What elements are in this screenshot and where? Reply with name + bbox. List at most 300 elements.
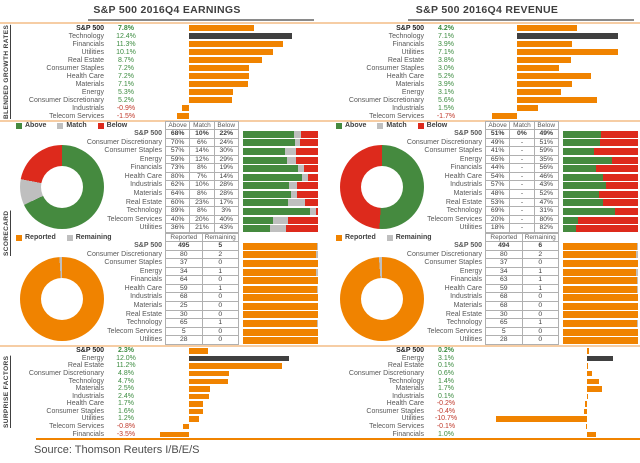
table-cell: 19% (215, 164, 239, 173)
table-cell: 59 (486, 285, 523, 294)
stacked-bar (563, 277, 638, 284)
sector-label: Health Care (124, 284, 162, 292)
chart-row (332, 72, 638, 80)
earnings-growth-chart (12, 24, 318, 120)
table-row (72, 251, 318, 260)
sector-label: Materials (453, 190, 482, 198)
table-cell: - (510, 147, 534, 156)
sector-label: Financials (72, 430, 104, 438)
chart-row (12, 72, 318, 80)
legend-swatch-icon (57, 123, 63, 129)
table-header-row (72, 233, 318, 242)
table-header-row (72, 121, 318, 130)
table-cell: 37 (166, 259, 203, 268)
bar-track (154, 415, 318, 423)
value-label: 7.1% (118, 80, 134, 88)
bar-track (154, 370, 318, 378)
chart-row (332, 24, 638, 32)
bar-track (154, 48, 318, 56)
stack-segment (243, 303, 318, 310)
chart-row (332, 40, 638, 48)
table-row (392, 173, 638, 182)
stacked-bar (563, 148, 638, 155)
stack-segment (243, 182, 290, 189)
row-cells (165, 173, 239, 182)
value-bar (492, 113, 516, 119)
table-cell: 0 (203, 311, 240, 320)
table-cell: 59% (166, 156, 190, 165)
stack-segment (615, 208, 638, 215)
table-cell: 51% (486, 130, 510, 139)
column-header: Reported (166, 233, 203, 242)
table-row (392, 130, 638, 139)
chart-row (12, 430, 318, 438)
chart-row (12, 32, 318, 40)
table-cell: 64% (166, 190, 190, 199)
value-label: 11.3% (116, 40, 136, 48)
table-cell: - (510, 173, 534, 182)
sector-label: Technology (388, 32, 424, 40)
sector-label: Real Estate (67, 56, 104, 64)
legend-label: Match (66, 122, 87, 129)
stack-segment (576, 225, 638, 232)
table-cell: 1 (203, 285, 240, 294)
sector-label: Real Estate (387, 362, 424, 370)
stack-segment (243, 286, 317, 293)
revenue-title: S&P 500 2016Q4 REVENUE (415, 4, 559, 16)
table-cell: 0 (523, 336, 560, 345)
stacked-bar (563, 139, 638, 146)
table-cell: 68 (486, 302, 523, 311)
table-row (72, 181, 318, 190)
sector-label: Utilities (401, 415, 424, 423)
sector-label: Telecom Services (369, 112, 424, 120)
value-label: -0.4% (436, 407, 456, 415)
stack-segment (301, 131, 318, 138)
sector-label: Energy (139, 155, 162, 163)
stacked-bar (563, 225, 638, 232)
table-cell: 59 (166, 285, 203, 294)
sector-label: Energy (401, 88, 424, 96)
value-bar (496, 416, 587, 422)
stack-segment (300, 139, 318, 146)
sector-label: Real Estate (445, 198, 482, 206)
value-bar (189, 409, 202, 415)
stacked-bar (563, 269, 638, 276)
table-cell: 12% (190, 156, 214, 165)
value-label: 3.0% (438, 64, 454, 72)
bar-track (563, 259, 638, 268)
bar-track (563, 319, 638, 328)
row-cells (165, 147, 239, 156)
sector-label: Industrials (450, 293, 482, 301)
stack-segment (243, 337, 318, 344)
value-bar (517, 105, 538, 111)
table-cell: 68 (166, 293, 203, 302)
legend-label: Reported (345, 234, 376, 241)
stack-segment (563, 217, 578, 224)
chart-row (12, 385, 318, 393)
sector-label: Utilities (459, 224, 482, 232)
table-row (72, 190, 318, 199)
value-label: -0.1% (436, 423, 456, 431)
chart-row (332, 80, 638, 88)
table-row (72, 173, 318, 182)
value-label: 4.7% (118, 377, 134, 385)
stacked-bar (563, 286, 638, 293)
bar-track (563, 328, 638, 337)
chart-row (332, 377, 638, 385)
table-cell: 14% (215, 173, 239, 182)
value-label: 7.1% (438, 48, 454, 56)
score-grid (72, 121, 318, 233)
stack-segment (317, 286, 318, 293)
sector-label: Energy (81, 354, 104, 362)
bar-track (154, 355, 318, 363)
chart-row (332, 408, 638, 416)
bar-track (563, 216, 638, 225)
score-grid (392, 121, 638, 233)
value-bar (587, 386, 601, 392)
value-label: 0.1% (438, 392, 454, 400)
stacked-bar (243, 311, 318, 318)
bar-track (243, 285, 318, 294)
stacked-bar (243, 165, 318, 172)
sector-label: Financials (130, 276, 162, 284)
value-bar (587, 432, 595, 438)
value-label: 3.8% (438, 56, 454, 64)
table-row (392, 207, 638, 216)
value-label: 7.8% (118, 24, 134, 32)
revenue-growth-chart (332, 24, 638, 120)
value-label: 5.6% (438, 96, 454, 104)
sector-label: S&P 500 (134, 130, 162, 137)
table-cell: 0 (523, 328, 560, 337)
value-bar (189, 65, 249, 71)
table-cell: 23% (190, 199, 214, 208)
bar-track (563, 181, 638, 190)
bar-track (243, 259, 318, 268)
stack-segment (243, 139, 296, 146)
stack-segment (563, 303, 638, 310)
table-cell: 0 (203, 336, 240, 345)
earnings-scorecard-reported-remaining (12, 233, 318, 345)
sector-label: Consumer Discretionary (86, 138, 162, 146)
chart-row (332, 415, 638, 423)
revenue-scorecard-reported-remaining (332, 233, 638, 345)
table-cell: 60% (166, 199, 190, 208)
value-label: 4.2% (438, 24, 454, 32)
chart-row (332, 88, 638, 96)
score-grid (392, 233, 638, 345)
value-label: 5.2% (118, 96, 134, 104)
row-cells (485, 190, 559, 199)
table-cell: 37 (486, 259, 523, 268)
bar-track (563, 285, 638, 294)
legend-item (16, 122, 46, 129)
stack-segment (563, 329, 638, 336)
table-cell: 2 (523, 251, 560, 260)
revenue-scorecard-above-match-below (332, 121, 638, 233)
legend-label: Above (25, 122, 47, 129)
table-cell: 18% (486, 224, 510, 233)
row-cells (485, 164, 559, 173)
stacked-bar (563, 320, 638, 327)
sector-label: Utilities (139, 336, 162, 344)
table-cell: 35% (535, 156, 559, 165)
sector-label: Industrials (130, 181, 162, 189)
sector-label: Consumer Discretionary (348, 96, 424, 104)
value-bar (517, 89, 561, 95)
bar-track (243, 130, 318, 139)
sector-label: Telecom Services (107, 215, 162, 223)
stack-segment (563, 311, 638, 318)
sector-label: Consumer Staples (366, 64, 424, 72)
table-cell: 0% (510, 130, 534, 139)
sector-label: Materials (133, 302, 162, 310)
value-label: 7.2% (118, 64, 134, 72)
stacked-bar (563, 182, 638, 189)
value-bar (189, 401, 203, 407)
table-cell: - (510, 156, 534, 165)
spacer (72, 233, 165, 242)
bar-track (154, 64, 318, 72)
bar-track (474, 48, 638, 56)
value-label: 12.4% (116, 32, 136, 40)
value-bar (517, 65, 560, 71)
bar-track (563, 130, 638, 139)
value-bar (189, 89, 233, 95)
row-cells (165, 336, 239, 345)
chart-row (332, 423, 638, 431)
bar-track (154, 347, 318, 355)
value-bar (517, 81, 573, 87)
table-cell: 10% (190, 181, 214, 190)
table-cell: 28 (166, 336, 203, 345)
bar-track (563, 251, 638, 260)
table-cell: 57% (166, 147, 190, 156)
table-row (392, 285, 638, 294)
table-row (72, 216, 318, 225)
table-cell: 56% (535, 164, 559, 173)
row-cells (165, 302, 239, 311)
bar-track (243, 164, 318, 173)
row-cells (485, 147, 559, 156)
table-cell: 28% (215, 190, 239, 199)
column-header: Above (486, 121, 510, 130)
value-bar (587, 379, 599, 385)
bar-track (563, 164, 638, 173)
table-row (392, 181, 638, 190)
table-cell: 1 (203, 268, 240, 277)
stack-segment (296, 148, 318, 155)
table-cell: - (510, 190, 534, 199)
row-cells (165, 285, 239, 294)
row-cells (485, 328, 559, 337)
stack-segment (304, 165, 318, 172)
table-cell: 52% (535, 190, 559, 199)
table-row (72, 207, 318, 216)
column-header: Match (510, 121, 534, 130)
table-cell: 36% (166, 224, 190, 233)
value-label: 12.0% (116, 354, 136, 362)
table-row (72, 147, 318, 156)
bar-track (563, 207, 638, 216)
section-label-surprise: SURPRISE FACTORS (3, 355, 10, 429)
sector-label: Consumer Staples (424, 259, 482, 267)
sector-label: Consumer Discretionary (406, 250, 482, 258)
sector-label: Financials (130, 164, 162, 172)
sector-label: Health Care (66, 72, 104, 80)
value-label: 8.7% (118, 56, 134, 64)
bar-track (243, 328, 318, 337)
stacked-bar (243, 243, 318, 250)
sector-label: Financials (392, 430, 424, 438)
table-cell: 41% (486, 147, 510, 156)
table-row (72, 285, 318, 294)
sector-label: Financials (72, 40, 104, 48)
earnings-scorecard-above-match-below (12, 121, 318, 233)
table-cell: 49% (535, 130, 559, 139)
value-bar (189, 33, 292, 39)
table-row (392, 328, 638, 337)
bar-track (243, 173, 318, 182)
table-cell: 69% (486, 207, 510, 216)
column-header: Below (535, 121, 559, 130)
table-cell: 0 (203, 293, 240, 302)
stack-segment (563, 286, 637, 293)
table-row (392, 139, 638, 148)
sector-label: Energy (459, 155, 482, 163)
bar-track (474, 104, 638, 112)
sector-label: Consumer Discretionary (28, 370, 104, 378)
table-cell: - (510, 164, 534, 173)
sector-label: Industrials (72, 392, 104, 400)
stacked-bar (243, 208, 318, 215)
chart-row (332, 362, 638, 370)
sector-label: Consumer Staples (424, 147, 482, 155)
bar-track (563, 190, 638, 199)
sector-label: S&P 500 (134, 242, 162, 249)
value-bar (517, 41, 573, 47)
stack-segment (243, 165, 298, 172)
row-cells (165, 130, 239, 139)
table-cell: 495 (166, 242, 203, 251)
stack-segment (243, 320, 317, 327)
table-cell: 70% (166, 139, 190, 148)
value-label: 2.3% (118, 347, 134, 355)
stack-segment (563, 131, 601, 138)
value-label: 11.2% (116, 362, 136, 370)
stacked-bar (243, 294, 318, 301)
row-cells (485, 302, 559, 311)
table-cell: - (510, 139, 534, 148)
sector-label: Materials (133, 190, 162, 198)
legend-label: Below (106, 122, 128, 129)
row-cells (165, 311, 239, 320)
stacked-bar (563, 131, 638, 138)
chart-row (332, 104, 638, 112)
stacked-bar (563, 260, 638, 267)
sector-label: Consumer Staples (366, 407, 424, 415)
row-cells (165, 199, 239, 208)
column-header: Remaining (523, 233, 560, 242)
chart-row (12, 80, 318, 88)
bar-track (474, 385, 638, 393)
sector-label: Materials (453, 302, 482, 310)
stack-segment (563, 260, 638, 267)
stacked-bar (563, 329, 638, 336)
stacked-bar (243, 131, 318, 138)
stacked-bar (243, 139, 318, 146)
stacked-bar (563, 157, 638, 164)
stack-segment (563, 139, 600, 146)
value-bar (587, 394, 588, 400)
sector-label: Energy (81, 88, 104, 96)
sector-label: Technology (68, 377, 104, 385)
bar-track (474, 370, 638, 378)
chart-row (12, 377, 318, 385)
sector-label: Health Care (386, 400, 424, 408)
row-cells (485, 285, 559, 294)
row-cells (165, 190, 239, 199)
table-cell: 24% (215, 139, 239, 148)
sector-label: Technology (388, 377, 424, 385)
legend-item (336, 122, 366, 129)
sector-label: Real Estate (67, 362, 104, 370)
value-label: 5.2% (438, 72, 454, 80)
table-cell: 1 (523, 319, 560, 328)
bar-track (474, 377, 638, 385)
table-cell: 49% (486, 139, 510, 148)
table-row (72, 336, 318, 345)
table-cell: 53% (486, 199, 510, 208)
section-label-growth: BLENDED GROWTH RATES (3, 24, 10, 119)
stacked-bar (243, 320, 318, 327)
bar-track (243, 181, 318, 190)
legend-item (336, 234, 376, 241)
row-cells (485, 216, 559, 225)
stack-segment (563, 277, 637, 284)
row-cells (485, 293, 559, 302)
chart-row (12, 415, 318, 423)
table-row (392, 302, 638, 311)
chart-row (332, 430, 638, 438)
value-bar (189, 363, 282, 369)
sector-label: Materials (395, 385, 424, 393)
table-row (72, 328, 318, 337)
sector-label: S&P 500 (454, 130, 482, 137)
chart-row (332, 112, 638, 120)
chart-row (12, 64, 318, 72)
value-bar (183, 424, 190, 430)
stack-segment (600, 139, 638, 146)
stacked-bar (563, 199, 638, 206)
value-bar (160, 432, 189, 438)
stack-segment (287, 157, 296, 164)
table-row (72, 319, 318, 328)
value-bar (189, 97, 232, 103)
spacer (563, 233, 638, 242)
sector-label: Consumer Discretionary (406, 138, 482, 146)
bar-track (474, 24, 638, 32)
sector-label: Consumer Staples (104, 147, 162, 155)
stack-segment (288, 199, 305, 206)
sector-label: Financials (450, 164, 482, 172)
spacer (392, 233, 485, 242)
stacked-bar (243, 217, 318, 224)
chart-row (12, 370, 318, 378)
